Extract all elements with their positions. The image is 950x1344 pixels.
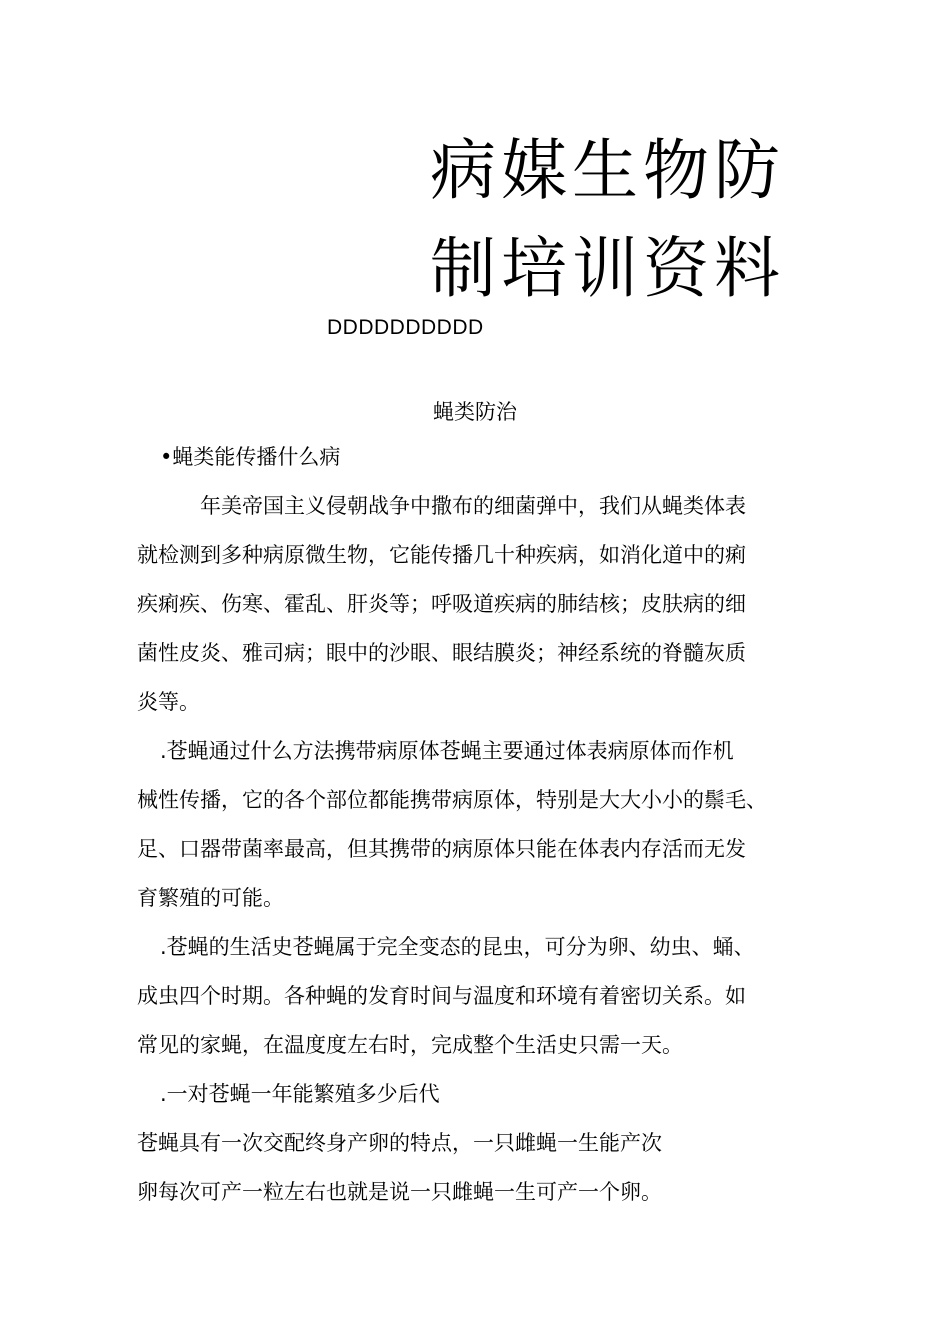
document-title [430,122,850,318]
paragraph-line: .一对苍蝇一年能繁殖多少后代 [160,1082,440,1106]
paragraph-line: 足、口器带菌率最高，但其携带的病原体只能在体表内存活而无发 [137,837,746,861]
paragraph-line: 成虫四个时期。各种蝇的发育时间与温度和环境有着密切关系。如 [137,984,746,1008]
paragraph-line: 械性传播，它的各个部位都能携带病原体，特别是大大小小的鬃毛、 [137,788,767,812]
paragraph-line: .苍蝇通过什么方法携带病原体苍蝇主要通过体表病原体而作机 [160,739,734,763]
paragraph-line: 常见的家蝇，在温度度左右时，完成整个生活史只需一天。 [137,1033,683,1057]
section-title: 蝇类防治 [433,400,517,424]
bullet-heading: •蝇类能传播什么病 [160,445,341,469]
paragraph-line: .苍蝇的生活史苍蝇属于完全变态的昆虫，可分为卵、幼虫、蛹、 [160,935,755,959]
paragraph-line: 炎等。 [137,690,200,714]
title-line-1: 病媒生物防 [430,132,785,209]
paragraph-line: 苍蝇具有一次交配终身产卵的特点，一只雌蝇一生能产次 [137,1131,662,1155]
paragraph-line: 年美帝国主义侵朝战争中撒布的细菌弹中，我们从蝇类体表 [200,494,746,518]
paragraph-line: 疾痢疾、伤寒、霍乱、肝炎等；呼吸道疾病的肺结核；皮肤病的细 [137,592,746,616]
paragraph-line: 卵每次可产一粒左右也就是说一只雌蝇一生可产一个卵。 [137,1180,662,1204]
paragraph-line: 育繁殖的可能。 [137,886,284,910]
paragraph-line: 菌性皮炎、雅司病；眼中的沙眼、眼结膜炎；神经系统的脊髓灰质 [137,641,746,665]
title-line-2: 制培训资料 [430,230,785,307]
paragraph-line: 就检测到多种病原微生物，它能传播几十种疾病，如消化道中的痢 [137,543,746,567]
placeholder-text: DDDDDDDDDD [327,316,484,339]
